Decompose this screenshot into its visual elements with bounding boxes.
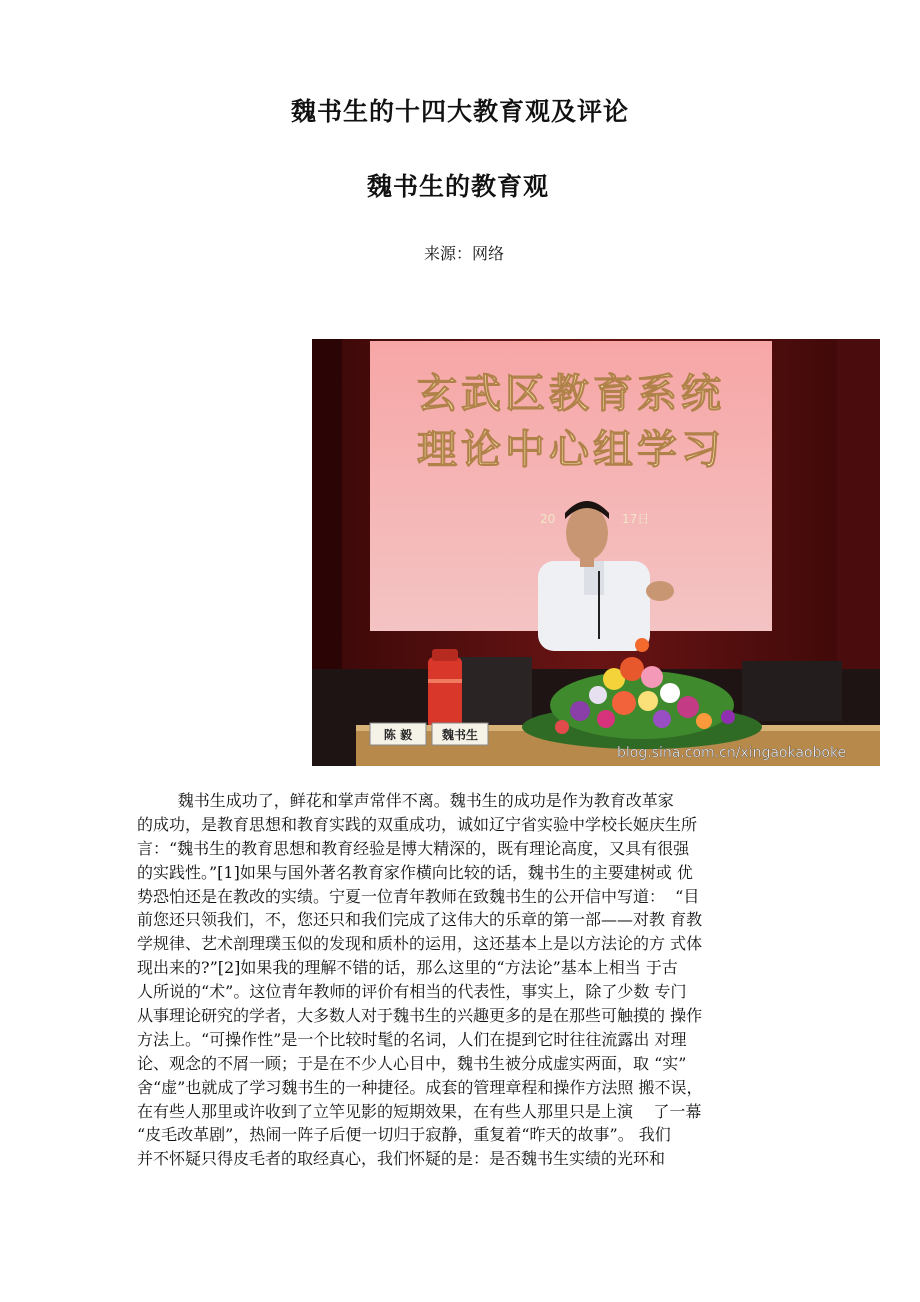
nameplate-left [370, 723, 426, 745]
banner-date-right: 17日 [622, 512, 650, 526]
article-line: 学规律、艺术剖理璞玉似的发现和质朴的运用，这还基本上是以方法论的方 式体 [137, 934, 703, 954]
article-line: 现出来的?”[2]如果我的理解不错的话，那么这里的“方法论”基本上相当 于古 [137, 958, 678, 978]
article-line: 并不怀疑只得皮毛者的取经真心，我们怀疑的是：是否魏书生实绩的光环和 [137, 1149, 666, 1169]
document-title: 魏书生的十四大教育观及评论 [290, 97, 629, 126]
article-line: 人所说的“术”。这位青年教师的评价有相当的代表性，事实上，除了少数 专门 [137, 982, 687, 1002]
banner-date-left: 20 [540, 512, 556, 526]
banner-line-1: 玄武区教育系统 [417, 370, 725, 417]
article-line: 的成功，是教育思想和教育实践的双重成功，诚如辽宁省实验中学校长姬庆生所 [137, 814, 698, 834]
svg-text:陈 毅: 陈 毅 [383, 728, 413, 742]
article-line: 的实践性。”[1]如果与国外著名教育家作横向比较的话，魏书生的主要建树或 优 [137, 862, 693, 882]
thermos [428, 649, 462, 729]
article-line: 舍“虚”也就成了学习魏书生的一种捷径。成套的管理章程和操作方法照 搬不误， [137, 1077, 703, 1097]
nameplate-right [432, 723, 488, 745]
article-line: 从事理论研究的学者，大多数人对于魏书生的兴趣更多的是在那些可触摸的 操作 [137, 1006, 703, 1026]
source-line: 来源：网络 [423, 244, 504, 263]
article-line: 魏书生成功了，鲜花和掌声常伴不离。魏书生的成功是作为教育改革家 [137, 791, 674, 810]
article-line: 势恐怕还是在教改的实绩。宁夏一位青年教师在致魏书生的公开信中写道： “目 [137, 886, 700, 906]
section-title: 魏书生的教育观 [366, 172, 549, 201]
article-line: 方法上。“可操作性”是一个比较时髦的名词，人们在提到它时往往流露出 对理 [137, 1029, 687, 1049]
svg-text:魏书生: 魏书生 [441, 728, 479, 742]
article-line: 论、观念的不屑一顾；于是在不少人心目中，魏书生被分成虚实两面，取 “实” [137, 1053, 687, 1073]
article-line: “皮毛改革剧”，热闹一阵子后便一切归于寂静，重复着“昨天的故事”。 我们 [137, 1125, 671, 1145]
article-line: 前您还只领我们，不，您还只和我们完成了这伟大的乐章的第一部——对教 育教 [137, 910, 703, 930]
photo-watermark: blog.sina.com.cn/xingaokaoboke [617, 745, 847, 761]
article-line: 在有些人那里或许收到了立竿见影的短期效果，在有些人那里只是上演 了一幕 [137, 1101, 702, 1121]
article-body [137, 789, 792, 1171]
lecture-photo [312, 339, 880, 766]
article-line: 言：“魏书生的教育思想和教育经验是博大精深的，既有理论高度，又具有很强 [137, 838, 690, 858]
banner-line-2: 理论中心组学习 [417, 426, 725, 473]
